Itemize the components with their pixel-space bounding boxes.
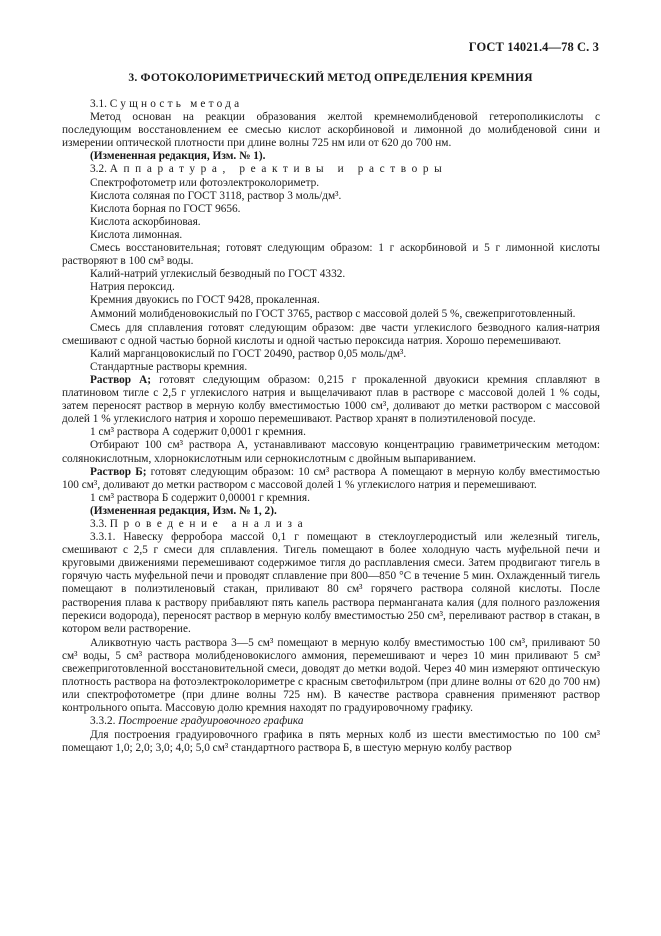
solution-a-text: готовят следующим образом: 0,215 г прокаленной двуокиси кремния сплавляют в платиновом тигле с 2,5 г углекислого натрия и выщелачивают плав в растворе с массовой долей 1 % соды, затем переносят раствор в мерную колбу вместимостью 1000 см³, доливают до метки раствором с массовой долей 1 % углекислого натрия и хорошо перемешивают. Раствор хранят в полиэтиленовой посуде. [62, 373, 601, 426]
reagent-line: Калий-натрий углекислый безводный по ГОСТ 4332. [90, 268, 346, 281]
solution-b-text: готовят следующим образом: 10 см³ раствора А помещают в мерную колбу вместимостью 100 см³, доливают до метки раствором с массовой долей 1 % углекислого натрия и перемешивают. [62, 465, 600, 491]
solution-a-concentration: 1 см³ раствора А содержит 0,0001 г кремния. [90, 426, 306, 439]
solution-a-check: Отбирают 100 см³ раствора А, устанавливают массовую концентрацию гравиметрическим методом: солянокислотным, хлорнокислотным или сернокислотным с двойным выпариванием. [62, 439, 600, 465]
reagent-line: Калий марганцовокислый по ГОСТ 20490, раствор 0,05 моль/дм³. [90, 347, 407, 360]
clause-title: Сущность метода [109, 98, 243, 110]
clause-number: 3.2. [90, 163, 110, 176]
document-body [62, 98, 600, 755]
section-title: 3. ФОТОКОЛОРИМЕТРИЧЕСКИЙ МЕТОД ОПРЕДЕЛЕНИЯ КРЕМНИЯ [128, 71, 533, 84]
solution-a-paragraph [62, 374, 600, 426]
solution-a-label: Раствор А; [90, 373, 152, 386]
reagent-line: Спектрофотометр или фотоэлектроколориметр. [90, 176, 320, 189]
clause-number: 3.1. [90, 98, 110, 110]
page-header: ГОСТ 14021.4—78 С. 3 [468, 40, 599, 54]
reagent-line: Аммоний молибденовокислый по ГОСТ 3765, раствор с массовой долей 5 %, свежеприготовленный. [90, 307, 576, 320]
clause-number: 3.3.2. [90, 715, 119, 728]
clause-title: Построение градуировочного графика [118, 715, 304, 728]
clause-3-3-1: 3.3.1. Навеску ферробора массой 0,1 г помещают в стеклоуглеродистый или железный тигель, смешивают с 2,5 г смеси для сплавления. Тигель помещают в более холодную часть муфельной печи и круговыми движениями перемешивают содержимое тигля до расплавления смеси. Затем продвигают тигель в горячую часть муфельной печи и проводят сплавление при 800—850 °С в течение 5 мин. Охлажденный тигель помещают в полиэтиленовый стакан, приливают 80 см³ горячего раствора соляной кислоты. После растворения плава к раствору прибавляют пять капель раствора перманганата калия (для полного разложения перекиси водорода), переносят раствор в мерную колбу вместимостью 250 см³, переливают раствор в стакан, в котором вели растворение. [62, 531, 600, 635]
reagent-line: Кислота соляная по ГОСТ 3118, раствор 3 моль/дм³. [90, 189, 342, 202]
reagent-line: Стандартные растворы кремния. [90, 360, 248, 373]
clause-3-3-1-continued: Аликвотную часть раствора 3—5 см³ помещают в мерную колбу вместимостью 100 см³, приливают 50 см³ воды, 5 см³ раствора молибденовокислого аммония, перемешивают и через 10 мин приливают 5 см³ свежеприготовленной восстановительной смеси, доводят до метки водой. Через 40 мин измеряют оптическую плотность раствора на фотоэлектроколориметре с красным светофильтром (при длине волны от 620 до 700 нм) или спектрофотометре (при длине волны 725 нм). В качестве раствора сравнения применяют раствор контрольного опыта. Массовую долю кремния находят по градуировочному графику. [62, 636, 600, 715]
clause-title: Аппаратура, реактивы и растворы [109, 163, 448, 176]
reagent-line: Кислота лимонная. [90, 228, 183, 241]
clause-3-3-2-text: Для построения градуировочного графика в пять мерных колб из шести вместимостью по 100 см³ помещают 1,0; 2,0; 3,0; 4,0; 5,0 см³ стандартного раствора Б, в шестую мерную колбу раствор [62, 728, 600, 754]
reagent-line: Кремния двуокись по ГОСТ 9428, прокаленная. [90, 294, 320, 307]
solution-b-concentration: 1 см³ раствора Б содержит 0,00001 г кремния. [90, 491, 310, 504]
clause-3-3-2-heading [62, 715, 600, 728]
clause-3-1-heading [62, 98, 600, 111]
reagent-line: Натрия пероксид. [90, 281, 175, 294]
clause-number: 3.3. [90, 518, 110, 530]
reagent-line: Кислота аскорбиновая. [90, 215, 201, 228]
edition-note: (Измененная редакция, Изм. № 1). [90, 150, 266, 163]
reagent-line: Смесь для сплавления готовят следующим образом: две части углекислого безводного калия-натрия смешивают с одной частью борной кислоты и одной частью пероксида натрия. Хорошо перемешивают. [62, 321, 600, 347]
solution-b-label: Раствор Б; [90, 465, 147, 478]
clause-3-2-heading [62, 163, 600, 176]
clause-3-1-text: Метод основан на реакции образования желтой кремнемолибденовой гетерополикислоты с последующим восстановлением ее смесью кислот аскорбиновой и лимонной до молибденовой сини и измерении оптической плотности при длине волны 725 нм или от 620 до 700 нм. [62, 111, 600, 150]
clause-3-3-heading [62, 518, 600, 531]
clause-title: Проведение анализа [109, 518, 309, 530]
edition-note: (Измененная редакция, Изм. № 1, 2). [90, 504, 277, 517]
reagent-line: Смесь восстановительная; готовят следующим образом: 1 г аскорбиновой и 5 г лимонной кислоты растворяют в 100 см³ воды. [62, 242, 600, 268]
solution-b-paragraph [62, 466, 600, 492]
reagent-line: Кислота борная по ГОСТ 9656. [90, 202, 241, 215]
